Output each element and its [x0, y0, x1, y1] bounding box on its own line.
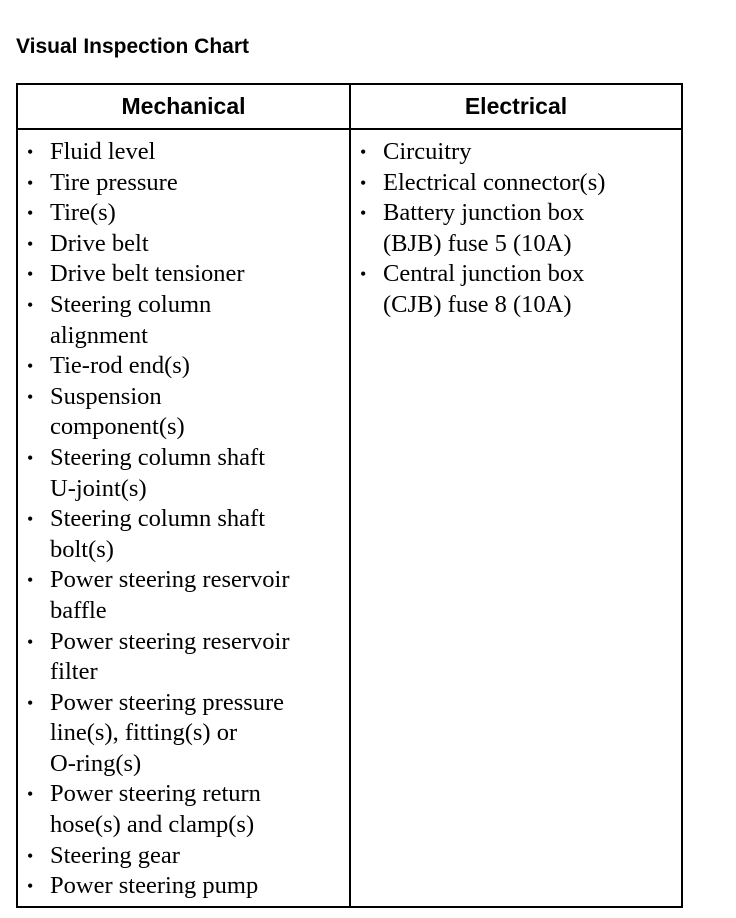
electrical-item-line: (CJB) fuse 8 (10A): [383, 290, 572, 318]
mechanical-item: [18, 351, 347, 382]
electrical-item: [351, 137, 679, 168]
mechanical-item-line: Tire(s): [50, 199, 116, 227]
bullet-icon: •: [360, 203, 367, 224]
bullet-icon: •: [27, 294, 34, 315]
mechanical-item-line: U-joint(s): [50, 474, 147, 502]
mechanical-item-line: component(s): [50, 413, 185, 441]
mechanical-item: [18, 168, 347, 199]
inspection-table: [16, 83, 683, 908]
mechanical-item-line: Drive belt tensioner: [50, 260, 245, 288]
mechanical-item: [18, 382, 347, 443]
mechanical-item: [18, 565, 347, 626]
bullet-icon: •: [27, 845, 34, 866]
bullet-icon: •: [27, 509, 34, 530]
mechanical-item: [18, 290, 347, 351]
bullet-icon: •: [27, 692, 34, 713]
mechanical-item-line: Power steering pressure: [50, 688, 285, 716]
mechanical-item-line: Drive belt: [50, 229, 149, 257]
bullet-icon: •: [27, 784, 34, 805]
electrical-item-line: (BJB) fuse 5 (10A): [383, 229, 572, 257]
electrical-item-line: Circuitry: [383, 138, 472, 165]
mechanical-list: [18, 137, 347, 902]
mechanical-item-line: Tie-rod end(s): [50, 352, 190, 380]
electrical-item-line: Electrical connector(s): [383, 168, 606, 196]
bullet-icon: •: [27, 172, 34, 193]
mechanical-item-line: Suspension: [50, 382, 162, 410]
mechanical-item-line: Power steering reservoir: [50, 627, 290, 655]
mechanical-item: [18, 259, 347, 290]
bullet-icon: •: [360, 142, 367, 162]
page-title: Visual Inspection Chart: [16, 35, 249, 58]
mechanical-item: [18, 198, 347, 229]
mechanical-header: Mechanical: [121, 93, 246, 119]
bullet-icon: •: [360, 264, 367, 285]
electrical-header: Electrical: [464, 93, 568, 119]
mechanical-item-line: Steering gear: [50, 841, 180, 869]
bullet-icon: •: [27, 203, 34, 224]
electrical-list: [351, 137, 679, 321]
mechanical-item: [18, 627, 347, 688]
mechanical-item-line: line(s), fitting(s) or: [50, 719, 238, 747]
mechanical-item: [18, 443, 347, 504]
bullet-icon: •: [27, 356, 34, 377]
bullet-icon: •: [27, 876, 34, 897]
mechanical-item: [18, 841, 347, 872]
mechanical-item-line: Power steering reservoir: [50, 566, 290, 594]
mechanical-item-line: baffle: [50, 596, 107, 624]
mechanical-item-line: Power steering pump: [50, 872, 259, 900]
mechanical-item: [18, 137, 347, 168]
electrical-item: [351, 259, 679, 320]
bullet-icon: •: [27, 142, 34, 162]
mechanical-item-line: Steering column shaft: [50, 443, 266, 471]
bullet-icon: •: [27, 570, 34, 591]
mechanical-item: [18, 504, 347, 565]
electrical-item: [351, 198, 679, 259]
header-divider: [18, 128, 681, 130]
bullet-icon: •: [27, 264, 34, 285]
bullet-icon: •: [27, 447, 34, 468]
mechanical-item-line: hose(s) and clamp(s): [50, 811, 255, 839]
electrical-item: [351, 168, 679, 199]
mechanical-item-line: filter: [50, 658, 98, 686]
mechanical-item: [18, 779, 347, 840]
mechanical-item-line: Steering column: [50, 290, 212, 318]
mechanical-item-line: Tire pressure: [50, 168, 178, 196]
mechanical-item-line: alignment: [50, 321, 148, 349]
mechanical-item-line: Steering column shaft: [50, 505, 266, 533]
mechanical-item-line: Fluid level: [50, 138, 156, 165]
bullet-icon: •: [27, 386, 34, 407]
mechanical-item-line: O-ring(s): [50, 749, 142, 777]
mechanical-item: [18, 871, 347, 902]
mechanical-item-line: bolt(s): [50, 535, 114, 563]
electrical-item-line: Central junction box: [383, 260, 585, 288]
electrical-item-line: Battery junction box: [383, 199, 585, 227]
bullet-icon: •: [27, 631, 34, 652]
bullet-icon: •: [27, 233, 34, 254]
mechanical-item: [18, 688, 347, 780]
bullet-icon: •: [360, 172, 367, 193]
mechanical-item: [18, 229, 347, 260]
mechanical-item-line: Power steering return: [50, 780, 261, 808]
